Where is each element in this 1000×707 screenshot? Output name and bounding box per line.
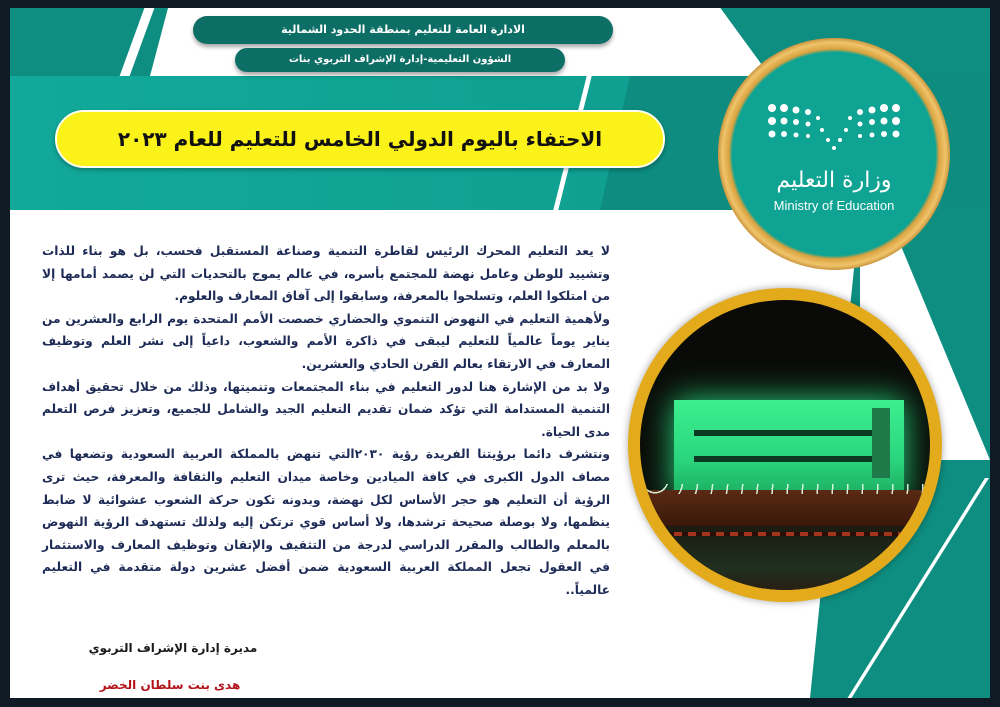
paragraph: لا يعد التعليم المحرك الرئيس لقاطرة التنمية وصناعة المستقبل فحسب، بل هو بناء للذات وتشييد للوطن وعامل نهضة للمجتمع بأسره، في عالم يموج بالتحديات التي لن يصمد أمامها إلا من امتلكوا العلم، وتسلحوا بالمعرفة، وسابقوا إلى آفاق المعارف والعلوم. [42,244,610,304]
paragraph: ولأهمية التعليم في النهوض التنموي والحضاري خصصت الأمم المتحدة يوم الرابع والعشرين من يناير يوماً عالمياً للتعليم ليبقى في ذاكرة الأمم والشعوب، داعياً إلى نشر العلم وتوظيف المعارف في الارتقاء بعالم القرن الحادي والعشرين. [42,311,610,371]
paragraph: ولا بد من الإشارة هنا لدور التعليم في بناء المجتمعات وتنميتها، وذلك من خلال تحقيق أهداف التنمية المستدامة التي تؤكد ضمان تقديم التعليم الجيد والشامل للجميع، وتعزيز فرص التعلم مدى الحياة. [42,379,610,439]
ministry-of-education-dots-icon [766,102,902,152]
logo-arabic-text: وزارة التعليم [776,168,892,193]
wall [640,490,930,526]
signature-title: مديرة إدارة الإشراف التربوي [88,641,258,655]
window-row [694,456,884,462]
photo-frame [628,288,942,602]
department-pill: الشؤون التعليمية-إدارة الإشراف التربوي بنات [235,48,565,72]
window-row [694,430,884,436]
banner [872,408,890,478]
org-name-pill: الادارة العامة للتعليم بمنطقة الحدود الشمالية [193,16,613,44]
page-title: الاحتفاء باليوم الدولي الخامس للتعليم للعام ٢٠٢٣ [55,110,665,168]
curb [660,532,910,536]
article-body [42,240,610,602]
building-photo [640,300,930,590]
signature-name: هدى بنت سلطان الخضر [99,678,241,692]
poster [10,8,990,698]
ministry-logo [718,38,950,270]
paragraph: ونتشرف دائما برؤيتنا الفريدة رؤية ٢٠٣٠التي تنهض بالمملكة العربية السعودية وتضعها في مصاف الدول الكبرى في كافة الميادين وخاصة ميدان التعليم والثقافة والمعرفة، حيث ترى الرؤية أن التعليم هو حجر الأساس لكل نهضة، وبدونه تكون حركة الشعوب عشوائية لا ضابط ينظمها، ولا بوصلة صحيحة ترشدها، ولا أساس قوي ترتكن إليه ولذلك تستهدف الرؤية النهوض بالمعلم والطالب والمقرر الدراسي لدرجة من التثقيف والإتقان وتوظيف المعارف والاستثمار في العقول تجعل المملكة العربية السعودية ضمن أفضل عشرين دولة متقدمة في التعليم عالمياً.. [42,447,610,597]
logo-english-text: Ministry of Education [773,198,895,213]
string-lights [640,484,930,494]
